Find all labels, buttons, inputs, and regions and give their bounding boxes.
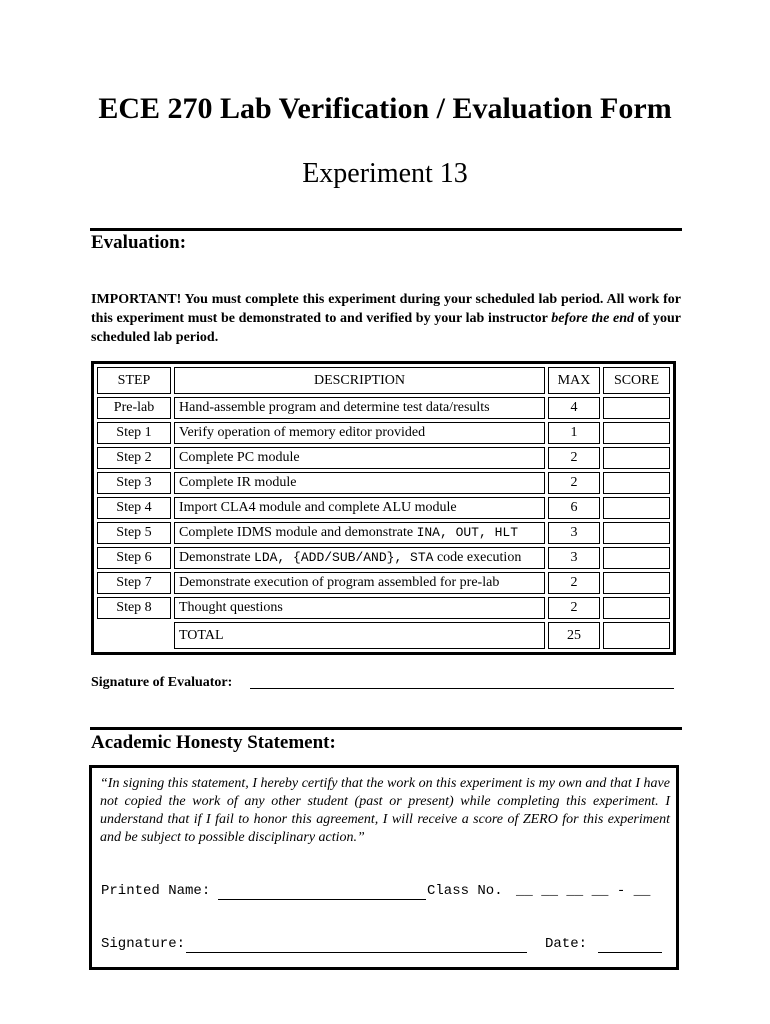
important-notice-tail: of your scheduled lab period. bbox=[91, 311, 681, 345]
description-cell: Import CLA4 module and complete ALU module bbox=[174, 497, 545, 519]
table-row bbox=[97, 422, 670, 444]
header-description: DESCRIPTION bbox=[174, 367, 545, 394]
header-max: MAX bbox=[548, 367, 600, 394]
max-cell: 6 bbox=[548, 497, 600, 519]
description-cell: Demonstrate execution of program assembled for pre-lab bbox=[174, 572, 545, 594]
description-cell: Thought questions bbox=[174, 597, 545, 619]
section-divider bbox=[90, 727, 682, 730]
description-cell bbox=[174, 547, 545, 569]
score-cell[interactable] bbox=[603, 422, 670, 444]
important-notice bbox=[91, 290, 681, 347]
max-cell: 4 bbox=[548, 397, 600, 419]
description-code: INA, OUT, HLT bbox=[416, 525, 518, 540]
score-cell[interactable] bbox=[603, 472, 670, 494]
table-row bbox=[97, 522, 670, 544]
class-no-label: Class No. bbox=[427, 883, 503, 899]
header-score: SCORE bbox=[603, 367, 670, 394]
step-cell: Step 8 bbox=[97, 597, 171, 619]
step-cell: Step 3 bbox=[97, 472, 171, 494]
date-label: Date: bbox=[545, 936, 588, 952]
step-cell: Step 7 bbox=[97, 572, 171, 594]
student-signature-field[interactable] bbox=[186, 952, 527, 953]
header-step: STEP bbox=[97, 367, 171, 394]
total-max: 25 bbox=[548, 622, 600, 649]
step-cell: Step 4 bbox=[97, 497, 171, 519]
class-no-field[interactable]: __ __ __ __ - __ bbox=[516, 883, 651, 899]
date-field[interactable] bbox=[598, 952, 662, 953]
description-code: LDA, {ADD/SUB/AND}, STA bbox=[254, 550, 434, 565]
form-title: ECE 270 Lab Verification / Evaluation Form bbox=[98, 92, 672, 125]
honesty-quote: “In signing this statement, I hereby certify that the work on this experiment is my own and that I have not copied the work of any other student (past or present) while completing this experiment. I understand that if I fail to honor this agreement, I will receive a score of ZERO for this experiment and be subject to possible disciplinary action.” bbox=[100, 776, 670, 845]
score-cell[interactable] bbox=[603, 447, 670, 469]
important-notice-lead: IMPORTANT! You must complete this experiment during your scheduled lab period. All work for this experiment must be demonstrated to and verified by your lab instructor bbox=[91, 292, 681, 326]
table-row bbox=[97, 447, 670, 469]
evaluation-table bbox=[91, 361, 676, 643]
description-cell bbox=[174, 522, 545, 544]
honesty-heading: Academic Honesty Statement: bbox=[91, 732, 336, 753]
printed-name-field[interactable] bbox=[218, 899, 426, 900]
description-cell: Hand-assemble program and determine test data/results bbox=[174, 397, 545, 419]
description-text: Complete IDMS module and demonstrate bbox=[179, 525, 417, 540]
step-cell: Step 2 bbox=[97, 447, 171, 469]
max-cell: 2 bbox=[548, 472, 600, 494]
table-row bbox=[97, 472, 670, 494]
max-cell: 2 bbox=[548, 597, 600, 619]
score-cell[interactable] bbox=[603, 572, 670, 594]
max-cell: 2 bbox=[548, 572, 600, 594]
printed-name-label: Printed Name: bbox=[101, 883, 211, 899]
blank-cell bbox=[97, 622, 171, 649]
table-row bbox=[97, 572, 670, 594]
description-cell: Complete IR module bbox=[174, 472, 545, 494]
section-divider bbox=[90, 228, 682, 231]
step-cell: Step 6 bbox=[97, 547, 171, 569]
student-signature-label: Signature: bbox=[101, 936, 186, 952]
score-cell[interactable] bbox=[603, 547, 670, 569]
description-text: Demonstrate bbox=[179, 550, 255, 565]
table-row bbox=[97, 547, 670, 569]
evaluation-heading: Evaluation: bbox=[91, 232, 187, 253]
score-cell[interactable] bbox=[603, 497, 670, 519]
score-cell[interactable] bbox=[603, 597, 670, 619]
description-text: code execution bbox=[433, 550, 522, 565]
important-notice-emphasis: before the end bbox=[551, 311, 635, 326]
max-cell: 1 bbox=[548, 422, 600, 444]
total-label: TOTAL bbox=[174, 622, 545, 649]
total-score[interactable] bbox=[603, 622, 670, 649]
score-cell[interactable] bbox=[603, 522, 670, 544]
table-row bbox=[97, 397, 670, 419]
experiment-subtitle: Experiment 13 bbox=[302, 158, 468, 189]
step-cell: Step 5 bbox=[97, 522, 171, 544]
description-cell: Complete PC module bbox=[174, 447, 545, 469]
evaluator-signature-line[interactable] bbox=[250, 688, 674, 689]
description-cell: Verify operation of memory editor provided bbox=[174, 422, 545, 444]
total-row bbox=[97, 622, 670, 649]
step-cell: Pre-lab bbox=[97, 397, 171, 419]
table-row bbox=[97, 597, 670, 619]
score-cell[interactable] bbox=[603, 397, 670, 419]
table-row bbox=[97, 497, 670, 519]
max-cell: 2 bbox=[548, 447, 600, 469]
evaluator-signature-label: Signature of Evaluator: bbox=[91, 675, 233, 690]
step-cell: Step 1 bbox=[97, 422, 171, 444]
max-cell: 3 bbox=[548, 547, 600, 569]
max-cell: 3 bbox=[548, 522, 600, 544]
table-header-row bbox=[97, 367, 670, 394]
